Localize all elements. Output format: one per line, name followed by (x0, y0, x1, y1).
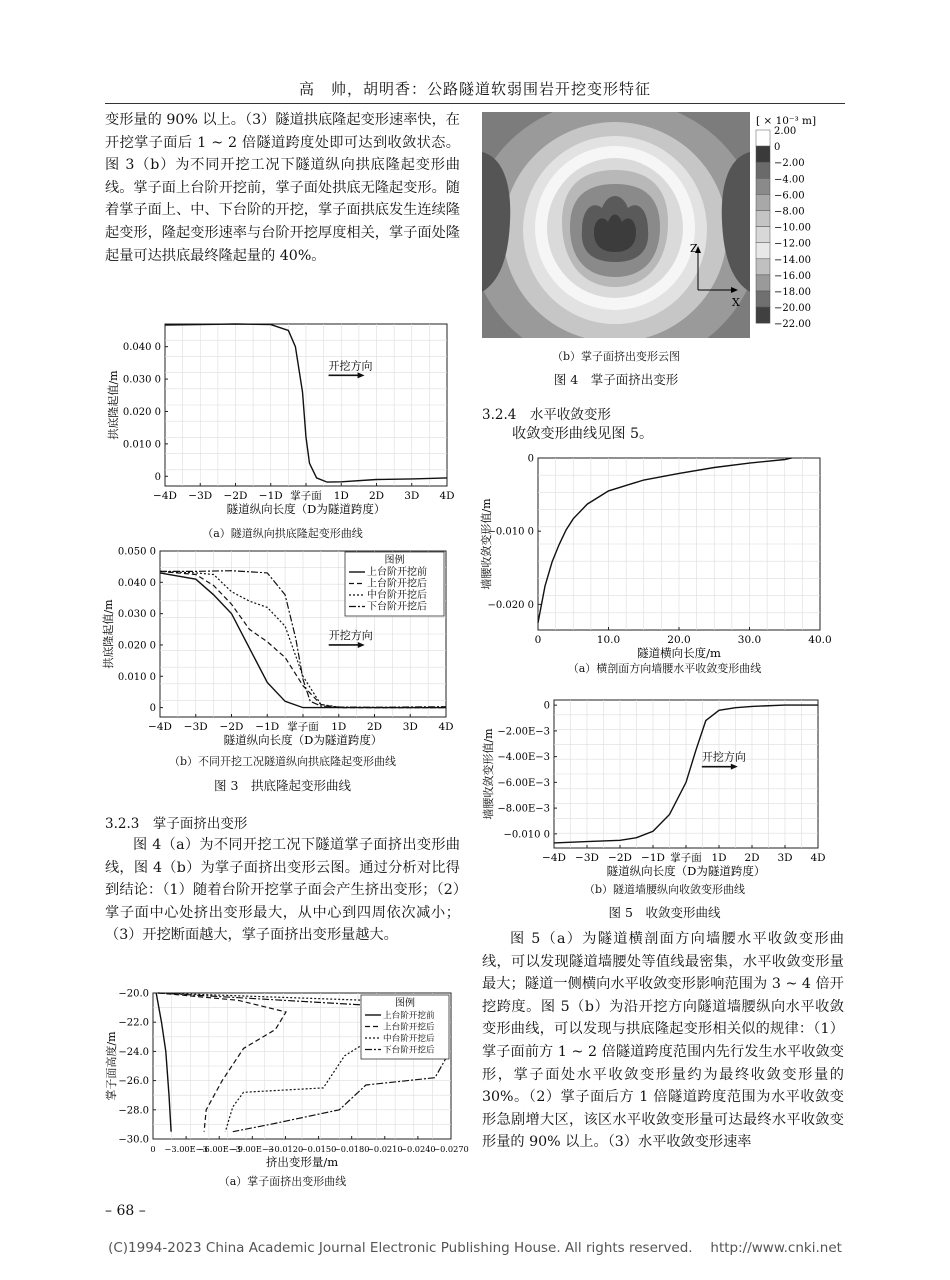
fig5a-caption: （a）横剖面方向墙腰水平收敛变形曲线 (567, 662, 762, 675)
fig5a-y-axis-label: 墙腰收敛变形值/m (480, 498, 493, 590)
fig4a-y-tick-label: −24.0 (118, 1046, 149, 1058)
fig3a-y-axis-label: 拱底隆起值/m (107, 370, 120, 440)
fig5a-x-axis-label: 隧道横向长度/m (637, 646, 721, 660)
fig4a-series-line (158, 993, 286, 1132)
fig3a-x-tick-label: 2D (368, 490, 385, 502)
fig4a-caption: （a）掌子面挤出变形曲线 (218, 1175, 347, 1188)
fig4a-series-line (156, 993, 171, 1132)
fig4a-x-tick-label: −6.00E−3 (197, 1144, 241, 1154)
fig5a-x-tick-label: 30.0 (737, 634, 762, 646)
fig4a-legend-entry: 下台阶开挖后 (383, 1045, 435, 1056)
legend-swatch (756, 146, 770, 162)
fig3b-y-tick-label: 0.050 0 (117, 546, 156, 558)
fig3b-chart (102, 545, 460, 755)
fig4a-x-axis-label: 挤出变形量/m (265, 1155, 339, 1169)
fig5a-y-tick-label: −0.020 0 (487, 599, 534, 611)
fig5b-x-tick-label: −2D (608, 852, 632, 864)
fig3b-y-tick-label: 0.020 0 (117, 640, 156, 652)
legend-level-label: −20.00 (774, 303, 812, 315)
fig3a-x-tick-label: −3D (188, 490, 213, 502)
fig5b-x-axis-label: 隧道纵向长度（D为隧道跨度） (606, 864, 766, 878)
legend-swatch (756, 130, 770, 146)
legend-level-label: −4.00 (774, 174, 805, 186)
legend-swatch (756, 211, 770, 227)
fig3b-legend-entry: 下台阶开挖后 (367, 601, 427, 613)
fig4a-series-line (158, 993, 387, 1132)
fig3b-legend-entry: 中台阶开挖后 (367, 590, 427, 601)
fig5b-y-tick-label: −0.010 0 (503, 829, 550, 841)
legend-level-label: 2.00 (774, 126, 797, 137)
legend-level-label: −14.00 (774, 254, 812, 266)
fig3b-y-tick-label: 0.030 0 (117, 609, 156, 621)
fig5b-y-tick-label: 0 (543, 700, 550, 712)
fig3a-x-tick-label: 掌子面 (290, 490, 322, 502)
fig3b-x-tick-label: 3D (402, 721, 418, 733)
fig4a-x-tick-label: −0.0150 (300, 1144, 337, 1154)
fig3a-x-tick-label: 4D (439, 490, 455, 502)
fig3b-caption: （b）不同开挖工况隧道纵向拱底隆起变形曲线 (168, 755, 397, 768)
fig4a-y-axis-label: 掌子面高度/m (105, 1031, 118, 1101)
fig4a-legend-title: 图例 (395, 998, 415, 1009)
axis-z-label: Z (690, 242, 698, 255)
fig5b-x-tick-label: 掌子面 (670, 852, 702, 864)
fig3b-y-tick-label: 0.010 0 (117, 671, 156, 683)
fig3a-y-tick-label: 0.020 0 (122, 406, 161, 418)
fig5b-x-tick-label: −3D (575, 852, 599, 864)
fig3a-y-tick-label: 0.040 0 (122, 342, 161, 354)
fig5b-y-tick-label: −6.00E−3 (497, 777, 550, 789)
fig4a-x-tick-label: 0 (150, 1144, 156, 1154)
fig4a-chart (105, 983, 469, 1169)
fig5b-x-tick-label: 4D (810, 852, 826, 864)
fig3a-y-tick-label: 0.030 0 (122, 374, 161, 386)
axis-x-label: X (732, 296, 740, 309)
legend-level-label: −10.00 (774, 222, 812, 234)
fig5b-chart (482, 686, 847, 876)
fig5b-x-tick-label: −4D (542, 852, 566, 864)
fig3b-y-axis-label: 拱底隆起值/m (102, 599, 115, 669)
fig3b-x-tick-label: 2D (366, 721, 383, 733)
fig3a-x-axis-label: 隧道纵向长度（D为隧道跨度） (226, 502, 386, 516)
fig4a-x-tick-label: −0.0270 (433, 1144, 469, 1154)
left-paragraph-1: 变形量的 90% 以上。（3）隧道拱底隆起变形速率快，在开挖掌子面后 1 ~ 2 倍隧道跨度处即可达到收敛状态。图 3（b）为不同开挖工况下隧道纵向拱底隆起变形曲线。掌子面上台阶开挖前，掌子面处拱底无隆起变形。随着掌子面上、中、下台阶的开挖，掌子面拱底发生连续隆起变形，隆起变形速率与台阶开挖厚度相关，掌子面处隆起量可达拱底最终隆起量的 40%。 (105, 112, 460, 264)
fig3a-caption: （a）隧道纵向拱底隆起变形曲线 (202, 527, 363, 540)
fig4a-legend-entry: 中台阶开挖后 (383, 1034, 435, 1044)
fig3b-x-tick-label: −4D (148, 721, 172, 733)
fig3b-x-tick-label: 4D (438, 721, 454, 733)
copyright-footer: (C)1994-2023 China Academic Journal Electronic Publishing House. All rights reserved. http://www.cnki.net (108, 1240, 842, 1256)
fig3b-arrow-head (358, 642, 365, 648)
fig3a-y-tick-label: 0.010 0 (122, 439, 161, 451)
legend-swatch (756, 275, 770, 291)
fig4a-x-tick-label: −9.00E−3 (230, 1144, 274, 1154)
legend-level-label: −16.00 (774, 270, 812, 282)
right-line-1: 收敛变形曲线见图 5。 (512, 426, 654, 442)
legend-swatch (756, 243, 770, 259)
legend-swatch (756, 259, 770, 275)
legend-level-label: −2.00 (774, 158, 805, 170)
fig5a-x-tick-label: 0 (534, 634, 542, 646)
section-3-2-4: 3.2.4 水平收敛变形 (482, 407, 611, 423)
fig5b-annotation: 开挖方向 (701, 750, 746, 764)
contour-legend (756, 126, 811, 330)
fig4a-x-tick-label: −0.0120 (267, 1144, 304, 1154)
fig3b-x-tick-label: 掌子面 (287, 721, 319, 733)
fig4a-x-tick-label: −0.0240 (400, 1144, 436, 1154)
fig4a-x-tick-label: −0.0180 (333, 1144, 370, 1154)
fig3b-annotation: 开挖方向 (328, 628, 373, 642)
fig3b-x-tick-label: −2D (219, 721, 244, 733)
legend-swatch (756, 194, 770, 210)
header-rule (105, 103, 845, 104)
running-header: 高 帅，胡明香：公路隧道软弱围岩开挖变形特征 (298, 80, 651, 98)
fig4a-y-tick-label: −22.0 (118, 1017, 149, 1029)
section-3-2-3: 3.2.3 掌子面挤出变形 (105, 816, 248, 832)
fig3b-x-tick-label: −3D (183, 721, 208, 733)
fig5b-y-axis-label: 墙腰收敛变形值/m (482, 728, 495, 820)
legend-swatch (756, 227, 770, 243)
legend-swatch (756, 307, 770, 323)
fig5a-y-tick-label: 0 (527, 453, 534, 465)
fig5a-series-line (538, 458, 792, 623)
fig3a-x-tick-label: 1D (333, 490, 349, 502)
fig3b-x-axis-label: 隧道纵向长度（D为隧道跨度） (223, 733, 383, 747)
fig4a-legend-entry: 上台阶开挖前 (383, 1011, 435, 1021)
fig5b-x-tick-label: 3D (777, 852, 793, 864)
fig3a-x-tick-label: −2D (223, 490, 248, 502)
fig3b-x-tick-label: −1D (255, 721, 280, 733)
fig5b-y-tick-label: −8.00E−3 (497, 803, 550, 815)
fig3a-y-tick-label: 0 (154, 471, 161, 483)
fig3a-x-tick-label: 3D (404, 490, 420, 502)
fig3b-y-tick-label: 0 (149, 703, 156, 715)
fig4a-legend-entry: 上台阶开挖后 (383, 1022, 435, 1033)
fig5b-caption: （b）隧道墙腰纵向收敛变形曲线 (583, 883, 746, 896)
fig3b-y-tick-label: 0.040 0 (117, 577, 156, 589)
fig5b-y-tick-label: −4.00E−3 (497, 752, 550, 764)
fig5b-arrow-head (731, 764, 738, 770)
fig3b-legend-entry: 上台阶开挖前 (367, 567, 427, 578)
fig4a-x-tick-label: −3.00E−3 (164, 1144, 208, 1154)
fig3b-legend-entry: 上台阶开挖后 (367, 578, 427, 590)
fig5b-x-tick-label: −1D (641, 852, 665, 864)
fig5a-x-tick-label: 10.0 (596, 634, 621, 646)
fig3a-x-tick-label: −1D (258, 490, 283, 502)
fig3-title: 图 3 拱底隆起变形曲线 (214, 778, 351, 793)
fig3a-chart (105, 318, 460, 520)
fig4b-caption: （b）掌子面挤出变形云图 (551, 350, 681, 363)
fig5-title: 图 5 收敛变形曲线 (608, 905, 721, 920)
fig5a-y-tick-label: −0.010 0 (487, 526, 534, 538)
fig5a-chart (482, 448, 847, 658)
legend-swatch (756, 291, 770, 307)
fig4-title: 图 4 掌子面挤出变形 (553, 372, 679, 387)
legend-level-label: 0 (774, 142, 781, 154)
legend-level-label: −6.00 (774, 190, 805, 202)
fig4a-x-tick-label: −0.0210 (367, 1144, 403, 1154)
fig3a-x-tick-label: −4D (153, 490, 177, 502)
fig3a-arrow-head (358, 372, 365, 378)
legend-swatch (756, 162, 770, 178)
fig5b-x-tick-label: 2D (744, 852, 760, 864)
legend-level-label: −12.00 (774, 238, 812, 250)
right-paragraph-3: 图 5（a）为隧道横剖面方向墙腰水平收敛变形曲线，可以发现隧道墙腰处等值线最密集，水平收敛变形量最大；隧道一侧横向水平收敛变形影响范围为 3 ~ 4 倍开挖跨度。图 5（b）为沿开挖方向隧道墙腰纵向水平收敛变形曲线，可以发现与拱底隆起变形相关似的规律：（1）掌子面前方 1 ~ 2 倍隧道跨度范围内先行发生水平收敛变形，掌子面处水平收敛变形量约为最终收敛变形量的 30%。（2）掌子面后方 1 倍隧道跨度范围为水平收敛变形急剧增大区，该区水平收敛变形量可达最终水平收敛变形量的 90% 以上。（3）水平收敛变形速率 (482, 931, 844, 1151)
fig4a-y-tick-label: −28.0 (118, 1105, 149, 1117)
legend-swatch (756, 178, 770, 194)
fig5a-x-tick-label: 20.0 (667, 634, 691, 646)
fig4a-y-tick-label: −30.0 (118, 1134, 149, 1146)
fig3b-legend-title: 图例 (384, 555, 405, 566)
legend-level-label: −22.00 (774, 319, 812, 331)
contour-unit: [ × 10⁻³ m] (756, 115, 817, 127)
fig4b-contour (482, 112, 847, 344)
legend-level-label: −8.00 (774, 206, 805, 218)
left-paragraph-2: 图 4（a）为不同开挖工况下隧道掌子面挤出变形曲线，图 4（b）为掌子面挤出变形云图。通过分析对比得到结论：（1）随着台阶开挖掌子面会产生挤出变形；（2）掌子面中心处挤出变形最大，从中心到四周依次减小；（3）开挖断面越大，掌子面挤出变形量越大。 (105, 837, 460, 944)
fig5b-y-tick-label: −2.00E−3 (497, 726, 550, 738)
fig3b-x-tick-label: 1D (331, 721, 347, 733)
legend-level-label: −18.00 (774, 287, 812, 298)
fig4a-y-tick-label: −26.0 (118, 1076, 149, 1088)
fig5b-x-tick-label: 1D (711, 852, 727, 864)
fig3a-annotation: 开挖方向 (328, 359, 373, 373)
fig5a-x-tick-label: 40.0 (808, 634, 832, 646)
fig4a-y-tick-label: −20.0 (118, 988, 149, 1000)
page-number: – 68 – (105, 1203, 146, 1219)
